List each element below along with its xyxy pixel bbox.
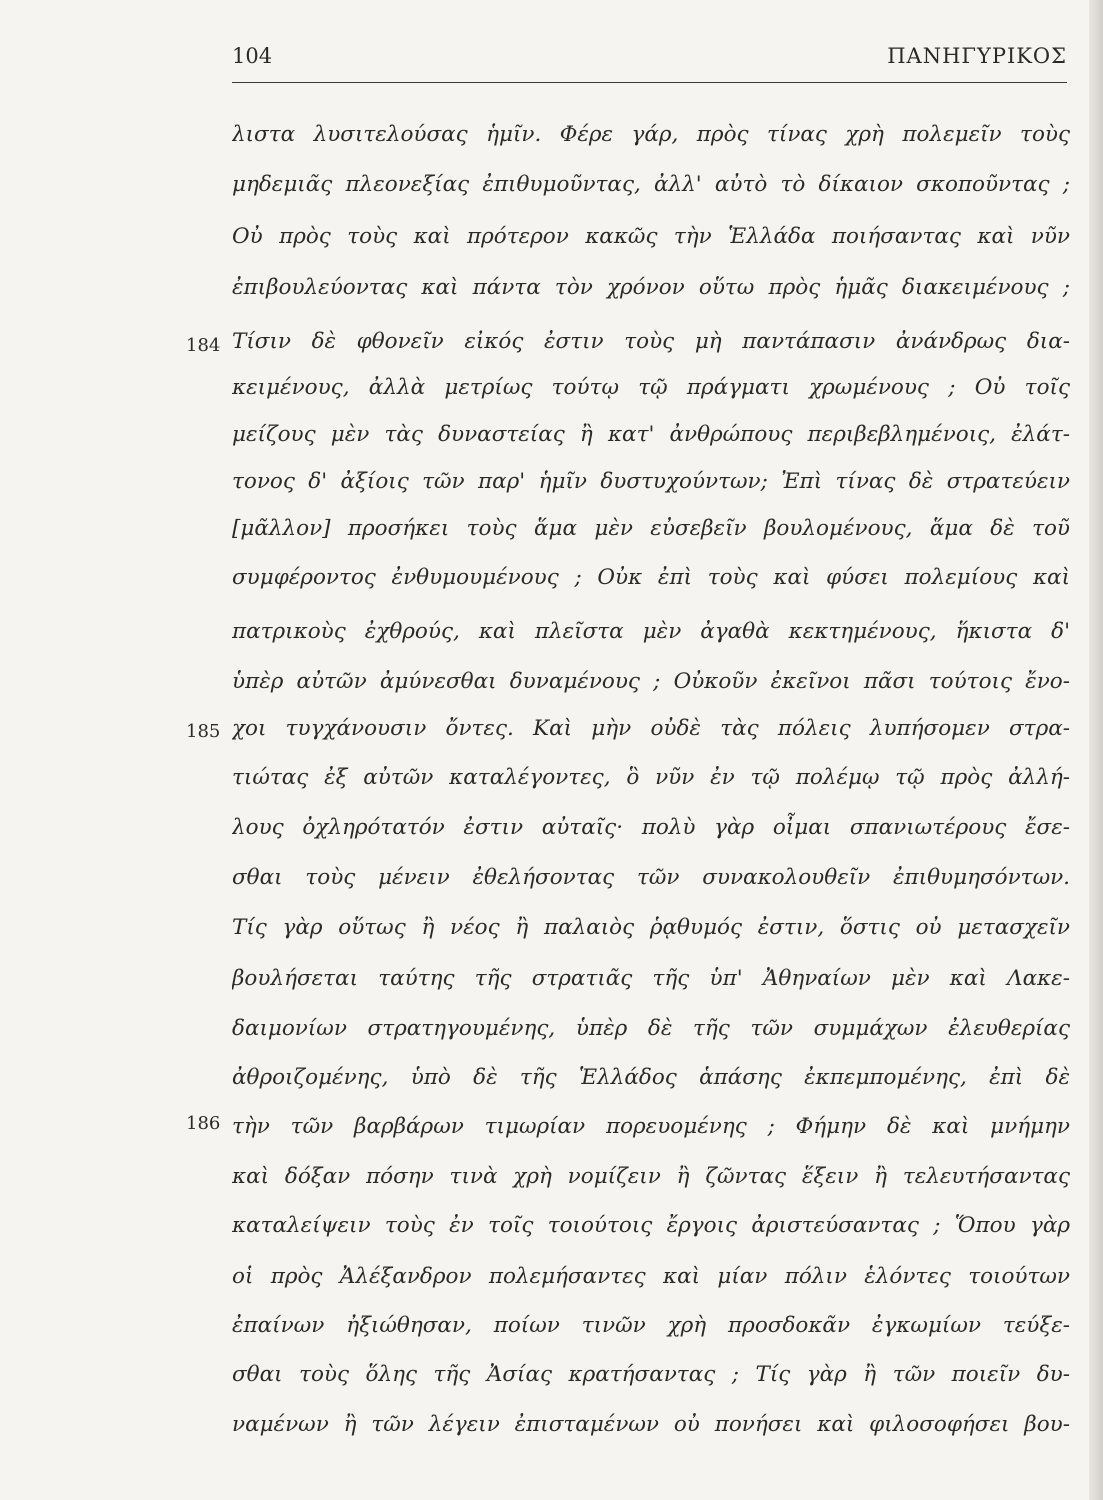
text-line: καὶ δόξαν πόσην τινὰ χρὴ νομίζειν ἢ ζῶντας ἕξειν ἢ τελευτήσαντας — [232, 1164, 1070, 1189]
running-title: ΠΑΝΗΓΥΡΙΚΟΣ — [887, 44, 1067, 68]
text-line: καταλείψειν τοὺς ἐν τοῖς τοιούτοις ἔργοις ἀριστεύσαντας ; Ὅπου γὰρ — [232, 1213, 1070, 1238]
text-line: πατρικοὺς ἐχθρούς, καὶ πλεῖστα μὲν ἀγαθὰ κεκτημένους, ἥκιστα δ' — [232, 619, 1070, 644]
text-line: τονος δ' ἀξίοις τῶν παρ' ἡμῖν δυστυχούντων; Ἐπὶ τίνας δὲ στρατεύειν — [232, 469, 1070, 494]
text-line: βουλήσεται ταύτης τῆς στρατιᾶς τῆς ὑπ' Ἀθηναίων μὲν καὶ Λακε- — [232, 966, 1070, 991]
text-line: μείζους μὲν τὰς δυναστείας ἢ κατ' ἀνθρώπους περιβεβλημένοις, ἐλάτ- — [232, 422, 1070, 447]
text-line: τιώτας ἐξ αὐτῶν καταλέγοντες, ὃ νῦν ἐν τῷ πολέμῳ τῷ πρὸς ἀλλή- — [232, 765, 1070, 790]
text-line: συμφέροντος ἐνθυμουμένους ; Οὐκ ἐπὶ τοὺς καὶ φύσει πολεμίους καὶ — [232, 565, 1070, 590]
text-line: λιστα λυσιτελούσας ἡμῖν. Φέρε γάρ, πρὸς τίνας χρὴ πολεμεῖν τοὺς — [232, 122, 1070, 147]
text-line: [μᾶλλον] προσήκει τοὺς ἅμα μὲν εὐσεβεῖν βουλομένους, ἅμα δὲ τοῦ — [232, 516, 1070, 541]
text-line: ἐπαίνων ἠξιώθησαν, ποίων τινῶν χρὴ προσδοκᾶν ἐγκωμίων τεύξε- — [232, 1313, 1070, 1338]
text-line: λους ὀχληρότατόν ἐστιν αὐταῖς· πολὺ γὰρ οἶμαι σπανιωτέρους ἔσε- — [232, 815, 1070, 840]
text-line: κειμένους, ἀλλὰ μετρίως τούτῳ τῷ πράγματι χρωμένους ; Οὐ τοῖς — [232, 375, 1070, 400]
section-number-186: 186 — [186, 1113, 221, 1134]
text-line: σθαι τοὺς μένειν ἐθελήσοντας τῶν συνακολουθεῖν ἐπιθυμησόντων. — [232, 865, 1070, 890]
page-number: 104 — [232, 44, 273, 68]
text-line: σθαι τοὺς ὅλης τῆς Ἀσίας κρατήσαντας ; Τίς γὰρ ἢ τῶν ποιεῖν δυ- — [232, 1362, 1070, 1387]
section-number-184: 184 — [186, 335, 221, 356]
text-line: ἐπιβουλεύοντας καὶ πάντα τὸν χρόνον οὕτω πρὸς ἡμᾶς διακειμένους ; — [232, 275, 1070, 300]
text-line: ναμένων ἢ τῶν λέγειν ἐπισταμένων οὐ πονήσει καὶ φιλοσοφήσει βου- — [232, 1412, 1070, 1437]
text-line: Τίς γὰρ οὕτως ἢ νέος ἢ παλαιὸς ῥᾳθυμός ἐστιν, ὅστις οὐ μετασχεῖν — [232, 915, 1070, 940]
text-line: χοι τυγχάνουσιν ὄντες. Καὶ μὴν οὐδὲ τὰς πόλεις λυπήσομεν στρα- — [232, 716, 1070, 741]
text-line: μηδεμιᾶς πλεονεξίας ἐπιθυμοῦντας, ἀλλ' αὐτὸ τὸ δίκαιον σκοποῦντας ; — [232, 172, 1070, 197]
text-line: ἀθροιζομένης, ὑπὸ δὲ τῆς Ἑλλάδος ἁπάσης ἐκπεμπομένης, ἐπὶ δὲ — [232, 1065, 1070, 1090]
section-number-185: 185 — [186, 721, 221, 742]
text-line: δαιμονίων στρατηγουμένης, ὑπὲρ δὲ τῆς τῶν συμμάχων ἐλευθερίας — [232, 1016, 1070, 1041]
text-line: τὴν τῶν βαρβάρων τιμωρίαν πορευομένης ; Φήμην δὲ καὶ μνήμην — [232, 1114, 1070, 1139]
text-line: Τίσιν δὲ φθονεῖν εἰκός ἐστιν τοὺς μὴ παντάπασιν ἀνάνδρως δια- — [232, 329, 1070, 354]
page-edge-shadow — [1089, 0, 1103, 1500]
text-line: ὑπὲρ αὐτῶν ἀμύνεσθαι δυναμένους ; Οὐκοῦν ἐκεῖνοι πᾶσι τούτοις ἔνο- — [232, 669, 1070, 694]
text-line: οἱ πρὸς Ἀλέξανδρον πολεμήσαντες καὶ μίαν πόλιν ἑλόντες τοιούτων — [232, 1264, 1070, 1289]
header-rule — [232, 82, 1067, 83]
text-line: Οὐ πρὸς τοὺς καὶ πρότερον κακῶς τὴν Ἑλλάδα ποιήσαντας καὶ νῦν — [232, 224, 1070, 249]
